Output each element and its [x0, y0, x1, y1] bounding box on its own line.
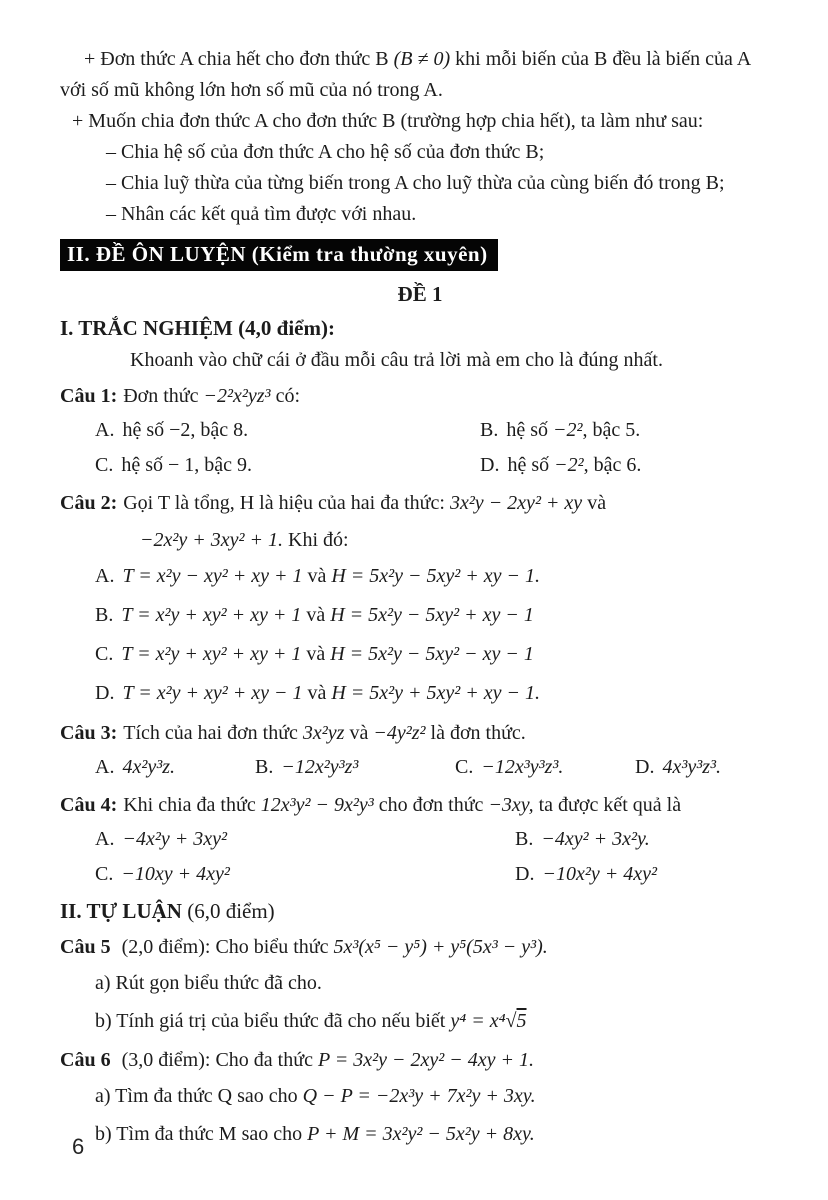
question-3-stem [60, 716, 780, 750]
q4-option-c [95, 857, 515, 892]
option-math: H = 5x²y + 5xy² + xy − 1. [331, 682, 541, 704]
option-key: A. [95, 565, 115, 587]
question-2-stem [60, 486, 780, 520]
option-math: T = x²y + xy² + xy + 1 [121, 604, 302, 626]
option-math: −4xy² + 3x²y. [541, 828, 650, 850]
stem-text: Đơn thức [123, 385, 204, 407]
part2-points: (6,0 điểm) [181, 899, 275, 923]
option-math: −2² [554, 454, 584, 476]
question-6-stem [60, 1043, 780, 1077]
stem-text: và [344, 722, 374, 744]
q3-option-c [455, 750, 635, 785]
stem-math: P = 3x²y − 2xy² − 4xy + 1. [317, 1049, 535, 1071]
part2-title-label: II. TỰ LUẬN [60, 899, 182, 923]
option-key: C. [455, 756, 474, 778]
question-1 [60, 379, 780, 483]
question-6-points: (3,0 điểm): [116, 1049, 216, 1071]
question-2 [60, 486, 780, 713]
stem-math: −2x²y + 3xy² + 1. [140, 529, 283, 551]
question-4-label: Câu 4: [60, 794, 118, 816]
stem-math: 3x²y − 2xy² + xy [449, 492, 583, 514]
question-1-label: Câu 1: [60, 385, 118, 407]
sub-text: b) Tìm đa thức M sao cho [95, 1123, 308, 1145]
option-math: H = 5x²y − 5xy² + xy − 1 [330, 604, 534, 626]
q1-option-b [480, 413, 780, 448]
theory-text: + Muốn chia đơn thức A cho đơn thức B (trường hợp chia hết), ta làm như sau: [72, 110, 704, 132]
question-4 [60, 788, 780, 892]
option-key: C. [95, 454, 114, 476]
instruction-text: Khoanh vào chữ cái ở đầu mỗi câu trả lời mà em cho là đúng nhất. [130, 349, 663, 371]
page-number: 6 [72, 1134, 85, 1159]
section-header-label: II. ĐỀ ÔN LUYỆN (Kiểm tra thường xuyên) [67, 242, 488, 266]
question-6-label: Câu 6 [60, 1049, 111, 1071]
option-text: hệ số − 1, bậc 9. [121, 454, 253, 476]
stem-text: ta được kết quả là [533, 794, 682, 816]
option-text: hệ số −2, bậc 8. [122, 419, 249, 441]
question-5-label: Câu 5 [60, 936, 111, 958]
q1-option-c [95, 448, 480, 483]
radicand: 5 [516, 1010, 527, 1032]
part1-title-label: I. TRẮC NGHIỆM [60, 316, 233, 340]
q5-part-a: a) Rút gọn biểu thức đã cho. [95, 972, 322, 994]
option-key: B. [95, 604, 114, 626]
option-math: 4x²y³z. [122, 756, 175, 778]
theory-text: + Đơn thức A chia hết cho đơn thức B [84, 48, 394, 70]
part2-title [60, 895, 780, 927]
stem-text: Cho biểu thức [215, 936, 334, 958]
stem-text: Gọi T là tổng, H là hiệu của hai đa thức: [123, 492, 450, 514]
part1-points: (4,0 điểm): [232, 316, 335, 340]
q1-option-a [95, 413, 480, 448]
option-text: và [301, 604, 331, 626]
option-key: A. [95, 419, 115, 441]
stem-text: cho đơn thức [373, 794, 489, 816]
q3-option-a [95, 750, 255, 785]
stem-math: −2²x²yz³ [203, 385, 271, 407]
option-math: −10x²y + 4xy² [542, 863, 657, 885]
question-1-options [60, 413, 780, 483]
question-5 [60, 930, 780, 1040]
q6-part-a [60, 1077, 780, 1115]
sub-text: b) Tính giá trị của biểu thức đã cho nếu biết [95, 1010, 451, 1032]
option-math: −10xy + 4xy² [121, 863, 230, 885]
exam-title: ĐỀ 1 [397, 282, 443, 306]
sub-math: y⁴ = x⁴ [450, 1010, 506, 1032]
q4-option-d [515, 857, 780, 892]
radical-sign: √ [505, 1010, 517, 1032]
stem-text: Tích của hai đơn thức [123, 722, 303, 744]
question-1-stem [60, 379, 780, 413]
option-math: H = 5x²y − 5xy² + xy − 1. [331, 565, 541, 587]
stem-math: 3x²yz [302, 722, 345, 744]
option-math: −12x²y³z³ [281, 756, 359, 778]
option-text: hệ số [506, 419, 554, 441]
question-4-stem [60, 788, 780, 822]
question-5-stem [60, 930, 780, 964]
stem-math: −3xy, [488, 794, 534, 816]
theory-step-coefficients [60, 137, 780, 168]
part1-title [60, 312, 780, 344]
option-math: −2² [553, 419, 583, 441]
q2-option-d [60, 674, 780, 713]
question-2-label: Câu 2: [60, 492, 118, 514]
q3-option-b [255, 750, 455, 785]
option-key: B. [515, 828, 534, 850]
stem-math: −4y²z² [373, 722, 426, 744]
option-text: và [301, 643, 331, 665]
q2-option-c [60, 635, 780, 674]
stem-math: 12x³y² − 9x²y³ [260, 794, 374, 816]
question-5-points: (2,0 điểm): [116, 936, 216, 958]
stem-text: Cho đa thức [215, 1049, 318, 1071]
q6-part-b [60, 1115, 780, 1153]
theory-bullet-procedure [60, 106, 780, 137]
option-key: C. [95, 643, 114, 665]
option-key: D. [480, 454, 500, 476]
theory-math: (B ≠ 0) [393, 48, 451, 70]
option-text: , bậc 5. [582, 419, 641, 441]
theory-text: – Chia hệ số của đơn thức A cho hệ số của đơn thức B; [106, 141, 545, 163]
option-math: 4x³y³z³. [662, 756, 721, 778]
option-key: A. [95, 828, 115, 850]
option-text: hệ số [507, 454, 555, 476]
theory-step-powers [60, 168, 780, 199]
option-math: T = x²y + xy² + xy + 1 [121, 643, 302, 665]
question-3-label: Câu 3: [60, 722, 118, 744]
question-6 [60, 1043, 780, 1153]
q2-option-a [60, 557, 780, 596]
theory-step-multiply [60, 199, 780, 230]
theory-text: khi mỗi biến của B đều là biến của A với số mũ không lớn hơn số mũ của nó trong A. [60, 48, 751, 101]
theory-bullet-divisibility [60, 44, 780, 106]
question-2-stem-line2 [60, 523, 780, 557]
stem-text: Khi chia đa thức [123, 794, 261, 816]
stem-text: có: [270, 385, 300, 407]
question-4-options [60, 822, 780, 892]
option-text: và [302, 682, 332, 704]
option-key: D. [95, 682, 115, 704]
option-key: C. [95, 863, 114, 885]
sub-text: a) Tìm đa thức Q sao cho [95, 1085, 303, 1107]
q2-option-b [60, 596, 780, 635]
option-key: D. [635, 756, 655, 778]
option-math: −12x³y³z³. [481, 756, 564, 778]
q1-option-d [480, 448, 780, 483]
option-key: B. [480, 419, 499, 441]
q5-part-b [60, 1002, 780, 1040]
theory-section [60, 44, 780, 230]
option-math: T = x²y − xy² + xy + 1 [122, 565, 303, 587]
option-math: −4x²y + 3xy² [122, 828, 227, 850]
stem-text: Khi đó: [283, 529, 349, 551]
question-3 [60, 716, 780, 785]
theory-text: – Chia luỹ thừa của từng biến trong A cho luỹ thừa của cùng biến đó trong B; [106, 172, 725, 194]
q4-option-a [95, 822, 515, 857]
q4-option-b [515, 822, 780, 857]
section-header-bar [60, 239, 498, 271]
stem-text: là đơn thức. [425, 722, 526, 744]
option-key: B. [255, 756, 274, 778]
q3-option-d [635, 750, 721, 785]
question-3-options [60, 750, 780, 785]
option-math: H = 5x²y − 5xy² − xy − 1 [330, 643, 534, 665]
option-math: T = x²y + xy² + xy − 1 [122, 682, 303, 704]
sub-math: Q − P = −2x³y + 7x²y + 3xy. [302, 1085, 536, 1107]
option-text: và [302, 565, 332, 587]
sub-math: P + M = 3x²y² − 5x²y + 8xy. [307, 1123, 535, 1145]
option-key: A. [95, 756, 115, 778]
stem-math: 5x³(x⁵ − y⁵) + y⁵(5x³ − y³). [333, 936, 548, 958]
theory-text: – Nhân các kết quả tìm được với nhau. [106, 203, 417, 225]
option-text: , bậc 6. [583, 454, 642, 476]
stem-text: và [582, 492, 607, 514]
option-key: D. [515, 863, 535, 885]
